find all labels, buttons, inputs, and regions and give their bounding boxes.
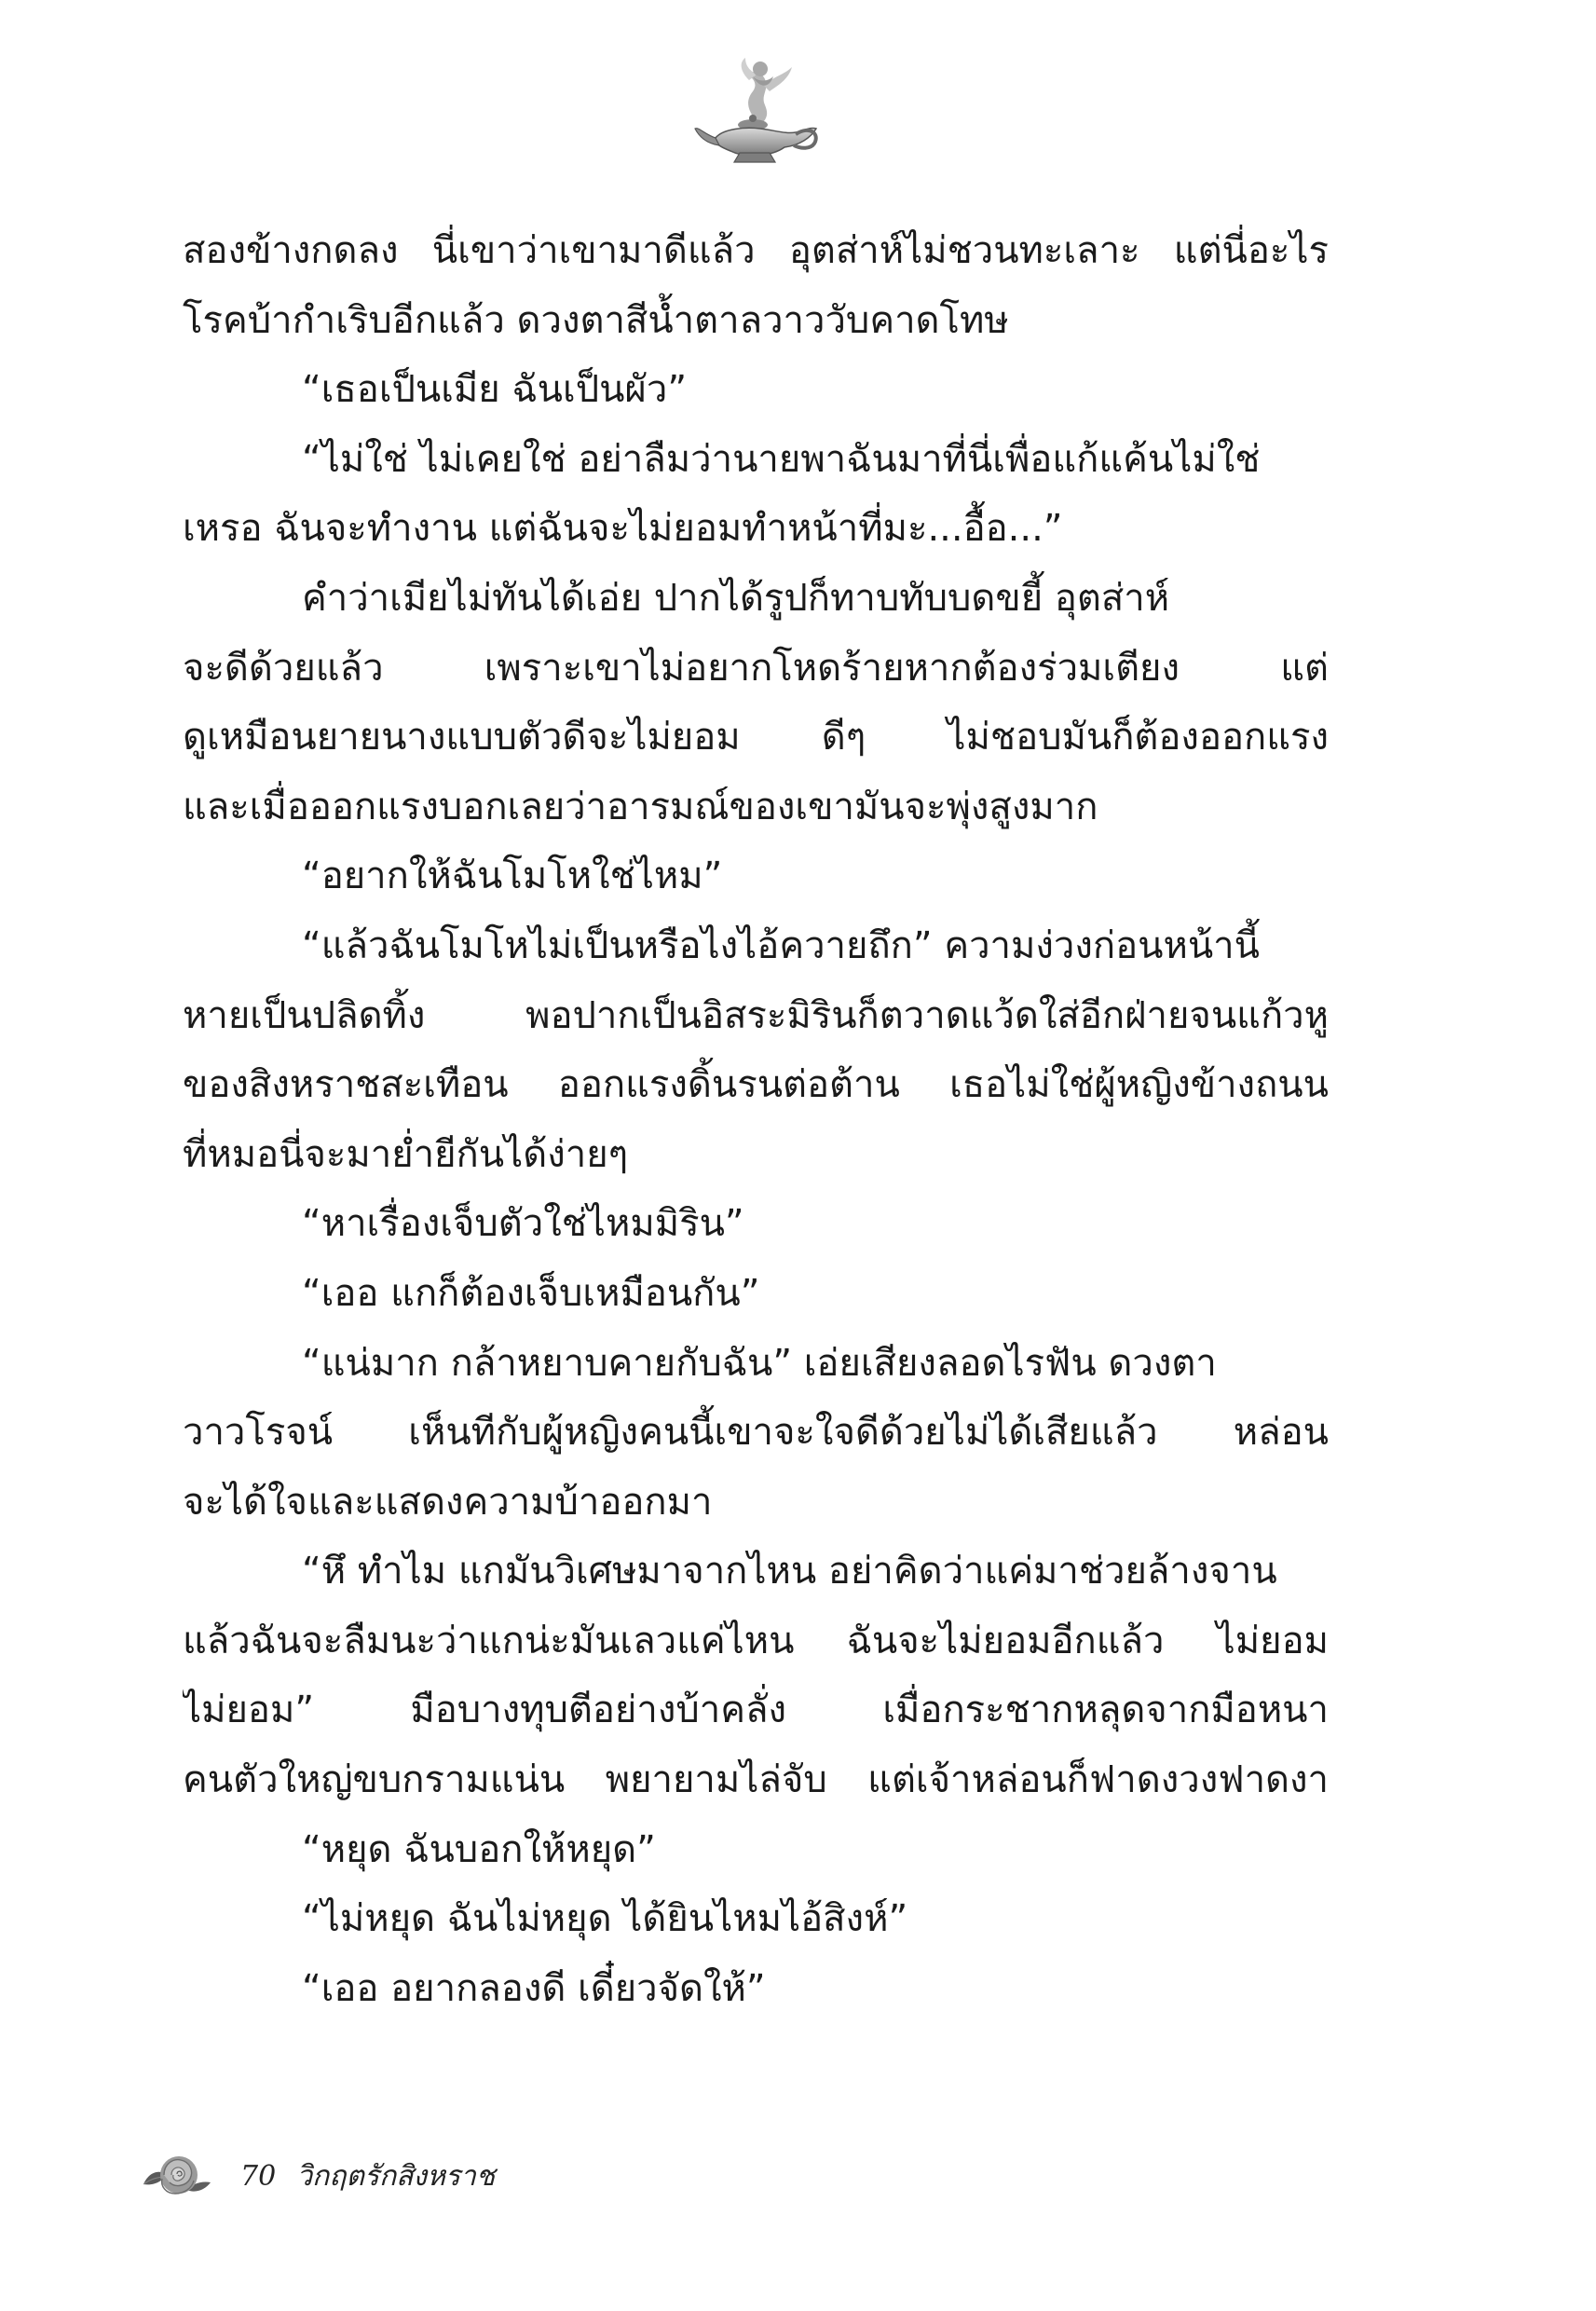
text-line: จะดีด้วยแล้ว เพราะเขาไม่อยากโหดร้ายหากต้องร่วมเตียง แต่ [183, 646, 1329, 690]
book-title: วิกฤตรักสิงหราช [296, 2159, 496, 2193]
text-line: วาวโรจน์ เห็นทีกับผู้หญิงคนนี้เขาจะใจดีด้วยไม่ได้เสียแล้ว หล่อน [183, 1411, 1329, 1455]
text-line: ของสิงหราชสะเทือน ออกแรงดิ้นรนต่อต้าน เธอไม่ใช่ผู้หญิงข้างถนน [183, 1063, 1329, 1107]
body-text [183, 216, 1329, 2023]
text-line: ดูเหมือนยายนางแบบตัวดีจะไม่ยอม ดีๆ ไม่ชอบมันก็ต้องออกแรง [183, 716, 1329, 759]
text-line: โรคบ้ากำเริบอีกแล้ว ดวงตาสีน้ำตาลวาววับคาดโทษ [183, 298, 1009, 342]
text-line: “เออ แกก็ต้องเจ็บเหมือนกัน” [302, 1271, 760, 1315]
page-footer [140, 2143, 495, 2208]
text-line: “หาเรื่องเจ็บตัวใช่ไหมมิริน” [302, 1202, 744, 1246]
text-line: ที่หมอนี่จะมาย่ำยีกันได้ง่ายๆ [183, 1132, 629, 1176]
rose-icon [140, 2147, 212, 2205]
text-line: “หึ ทำไม แกมันวิเศษมาจากไหน อย่าคิดว่าแค่มาช่วยล้างจาน [302, 1550, 1277, 1593]
text-line: สองข้างกดลง นี่เขาว่าเขามาดีแล้ว อุตส่าห์ไม่ชวนทะเลาะ แต่นี่อะไร [183, 229, 1329, 272]
text-line: “แน่มาก กล้าหยาบคายกับฉัน” เอ่ยเสียงลอดไรฟัน ดวงตา [302, 1341, 1217, 1385]
text-line: หายเป็นปลิดทิ้ง พอปากเป็นอิสระมิรินก็ตวาดแว้ดใส่อีกฝ่ายจนแก้วหู [183, 993, 1329, 1037]
text-line: คำว่าเมียไม่ทันได้เอ่ย ปากได้รูปก็ทาบทับบดขยี้ อุตส่าห์ [302, 576, 1170, 620]
text-line: คนตัวใหญ่ขบกรามแน่น พยายามไล่จับ แต่เจ้าหล่อนก็ฟาดงวงฟาดงา [183, 1758, 1329, 1802]
text-line: “เธอเป็นเมีย ฉันเป็นผัว” [302, 368, 688, 412]
text-line: “ไม่ใช่ ไม่เคยใช่ อย่าลืมว่านายพาฉันมาที่นี่เพื่อแก้แค้นไม่ใช่ [302, 437, 1261, 481]
text-line: แล้วฉันจะลืมนะว่าแกน่ะมันเลวแค่ไหน ฉันจะไม่ยอมอีกแล้ว ไม่ยอม [183, 1619, 1329, 1662]
text-line: “แล้วฉันโมโหไม่เป็นหรือไงไอ้ควายถึก” ความง่วงก่อนหน้านี้ [302, 923, 1260, 967]
text-line: “หยุด ฉันบอกให้หยุด” [302, 1827, 656, 1871]
page-number: 70 [240, 2159, 277, 2193]
text-line: “ไม่หยุด ฉันไม่หยุด ได้ยินไหมไอ้สิงห์” [302, 1897, 908, 1941]
text-line: “เออ อยากลองดี เดี๋ยวจัดให้” [302, 1966, 766, 2010]
text-line: และเมื่อออกแรงบอกเลยว่าอารมณ์ของเขามันจะพุ่งสูงมาก [183, 785, 1098, 828]
lamp-genie-icon [691, 48, 822, 170]
text-line: เหรอ ฉันจะทำงาน แต่ฉันจะไม่ยอมทำหน้าที่มะ...อื้อ...” [183, 507, 1063, 551]
text-line: จะได้ใจและแสดงความบ้าออกมา [183, 1480, 713, 1524]
text-line: ไม่ยอม” มือบางทุบตีอย่างบ้าคลั่ง เมื่อกระชากหลุดจากมือหนา [183, 1689, 1329, 1732]
text-line: “อยากให้ฉันโมโหใช่ไหม” [302, 855, 723, 898]
